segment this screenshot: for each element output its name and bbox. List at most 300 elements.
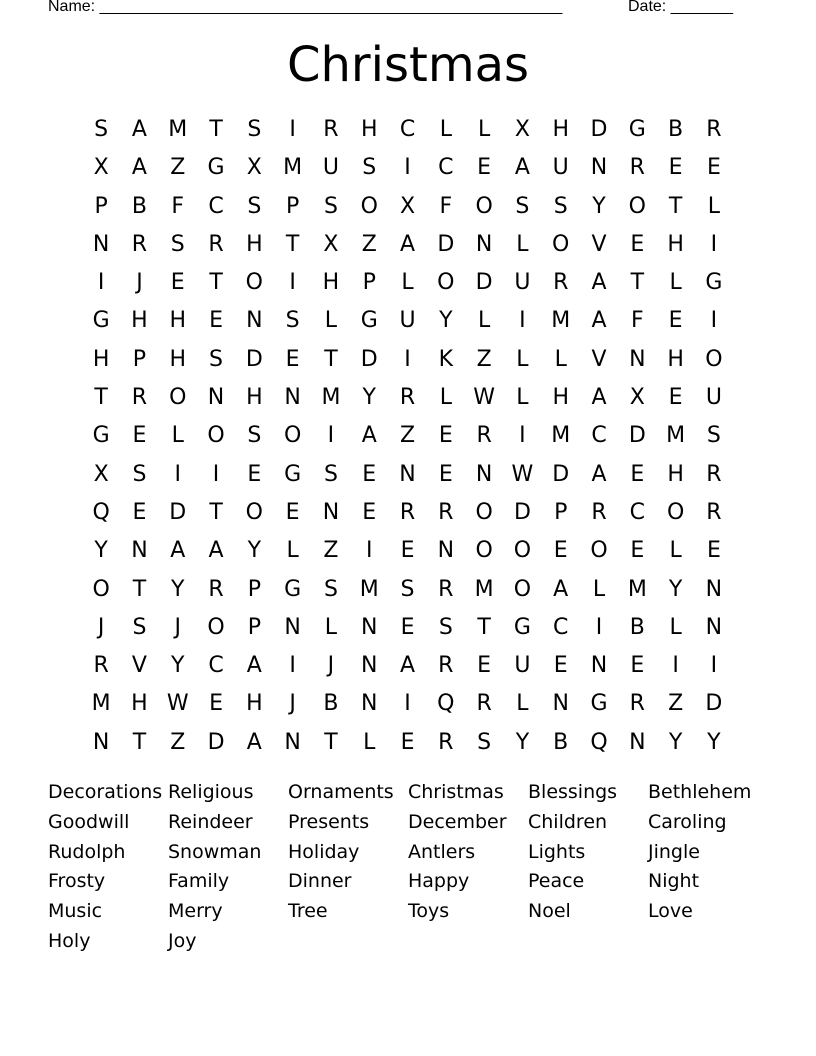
grid-letter: I xyxy=(404,691,411,717)
grid-letter: E xyxy=(553,653,568,679)
grid-letter: H xyxy=(246,691,263,717)
word-list-item: Music xyxy=(48,900,103,923)
grid-letter: O xyxy=(437,270,455,296)
grid-letter: P xyxy=(247,614,261,640)
grid-letter: O xyxy=(245,499,263,525)
grid-letter: Z xyxy=(399,423,416,449)
grid-letter: S xyxy=(247,423,262,449)
grid-letter: A xyxy=(246,653,262,679)
word-list-item: Decorations xyxy=(48,781,163,803)
grid-letter: E xyxy=(285,346,300,372)
grid-row xyxy=(82,609,733,647)
grid-letter: M xyxy=(168,117,188,142)
grid-row xyxy=(82,149,733,187)
grid-letter: R xyxy=(591,499,607,525)
grid-row xyxy=(82,724,733,762)
grid-letter: J xyxy=(174,614,181,640)
grid-letter: M xyxy=(666,423,686,449)
grid-letter: X xyxy=(399,193,416,219)
grid-letter: O xyxy=(207,614,225,640)
grid-letter: Y xyxy=(171,576,185,602)
grid-letter: S xyxy=(400,576,415,602)
grid-letter: R xyxy=(208,576,224,602)
grid-letter: S xyxy=(247,193,262,219)
grid-letter: O xyxy=(92,576,110,602)
grid-letter: C xyxy=(399,117,416,142)
grid-letter: S xyxy=(438,614,453,640)
grid-letter: L xyxy=(477,308,491,334)
grid-letter: Z xyxy=(668,691,684,717)
word-list-item: Holiday xyxy=(288,840,360,863)
grid-letter: Y xyxy=(439,308,453,334)
word-list-item: Presents xyxy=(288,810,370,833)
grid-letter: A xyxy=(591,270,607,296)
grid-letter: N xyxy=(590,155,608,181)
grid-letter: D xyxy=(207,729,225,755)
grid-letter: N xyxy=(322,499,340,525)
grid-letter: O xyxy=(475,538,493,564)
grid-letter: O xyxy=(590,538,608,564)
grid-letter: C xyxy=(438,155,454,181)
grid-letter: S xyxy=(515,193,530,219)
grid-letter: E xyxy=(438,423,453,449)
grid-letter: S xyxy=(94,117,109,142)
grid-letter: L xyxy=(707,193,721,219)
grid-letter: W xyxy=(166,691,189,717)
grid-letter: V xyxy=(131,653,147,679)
grid-letter: E xyxy=(362,499,377,525)
name-field-line: Name: ____________________________________________________ xyxy=(48,0,563,15)
grid-letter: Q xyxy=(590,729,608,755)
word-list-item: Tree xyxy=(288,900,328,923)
grid-letter: B xyxy=(323,691,339,717)
grid-letter: G xyxy=(590,691,608,717)
grid-letter: G xyxy=(284,576,302,602)
grid-letter: Z xyxy=(361,231,377,257)
grid-letter: R xyxy=(553,270,569,296)
grid-letter: C xyxy=(208,653,224,679)
date-field-line: Date: _______ xyxy=(628,0,733,15)
grid-letter: A xyxy=(553,576,569,602)
grid-letter: A xyxy=(131,117,147,142)
grid-letter: J xyxy=(289,691,296,717)
grid-letter: D xyxy=(705,691,723,717)
grid-letter: N xyxy=(131,538,148,564)
grid-letter: M xyxy=(627,576,647,602)
word-list-item: Family xyxy=(168,870,230,893)
grid-letter: E xyxy=(400,729,415,755)
grid-letter: I xyxy=(212,461,220,487)
word-list-item: Caroling xyxy=(648,810,727,833)
grid-letter: N xyxy=(92,729,110,755)
grid-letter: T xyxy=(94,385,108,411)
grid-letter: F xyxy=(171,193,185,219)
word-list-item: Noel xyxy=(528,900,571,923)
grid-letter: R xyxy=(131,231,148,257)
word-list xyxy=(48,778,768,957)
grid-letter: T xyxy=(132,729,147,755)
grid-row xyxy=(82,456,733,494)
grid-letter: G xyxy=(284,461,302,487)
grid-letter: S xyxy=(247,117,262,142)
grid-letter: K xyxy=(438,346,454,372)
grid-letter: I xyxy=(365,538,373,564)
grid-letter: U xyxy=(514,653,531,679)
grid-letter: R xyxy=(438,576,454,602)
grid-letter: G xyxy=(360,308,378,334)
grid-letter: T xyxy=(132,576,147,602)
grid-letter: E xyxy=(132,499,147,525)
grid-letter: E xyxy=(477,653,492,679)
grid-letter: X xyxy=(93,155,109,181)
grid-row xyxy=(82,226,733,264)
grid-letter: I xyxy=(327,423,335,449)
grid-letter: Y xyxy=(171,653,185,679)
grid-letter: O xyxy=(245,270,263,296)
grid-letter: U xyxy=(705,385,722,411)
word-list-item: Night xyxy=(648,870,700,893)
word-list-item: Christmas xyxy=(408,781,504,803)
grid-letter: H xyxy=(246,231,263,257)
grid-letter: E xyxy=(553,538,568,564)
word-list-item: Peace xyxy=(528,870,585,893)
letter-grid xyxy=(82,111,733,762)
grid-letter: X xyxy=(93,461,109,487)
grid-letter: H xyxy=(131,691,148,717)
grid-letter: Q xyxy=(437,691,455,717)
grid-letter: B xyxy=(553,729,569,755)
grid-letter: Y xyxy=(707,729,721,755)
grid-letter: N xyxy=(360,653,378,679)
grid-letter: E xyxy=(170,270,185,296)
grid-letter: O xyxy=(513,538,532,564)
grid-letter: O xyxy=(705,346,723,372)
grid-letter: E xyxy=(209,691,223,717)
grid-letter: S xyxy=(323,576,338,602)
grid-letter: M xyxy=(551,308,571,334)
grid-letter: N xyxy=(284,385,301,411)
grid-letter: M xyxy=(474,576,494,602)
grid-letter: N xyxy=(92,231,110,257)
grid-letter: H xyxy=(322,270,340,296)
grid-letter: N xyxy=(590,653,608,679)
grid-letter: T xyxy=(209,117,223,142)
grid-letter: N xyxy=(284,614,301,640)
grid-letter: R xyxy=(438,499,454,525)
grid-letter: L xyxy=(516,231,529,257)
grid-letter: D xyxy=(552,461,570,487)
grid-letter: R xyxy=(706,499,722,525)
grid-letter: O xyxy=(475,499,493,525)
grid-letter: L xyxy=(669,270,682,296)
grid-letter: P xyxy=(94,193,108,219)
grid-letter: F xyxy=(439,193,453,219)
grid-letter: S xyxy=(706,423,721,449)
grid-letter: D xyxy=(169,499,187,525)
grid-letter: S xyxy=(170,231,185,257)
grid-letter: N xyxy=(475,231,493,257)
word-list-item: Snowman xyxy=(168,840,262,863)
grid-letter: I xyxy=(404,155,411,181)
word-list-item: Goodwill xyxy=(48,810,130,833)
grid-letter: F xyxy=(630,308,644,334)
grid-letter: A xyxy=(591,385,607,411)
word-list-item: Blessings xyxy=(528,781,618,803)
grid-letter: H xyxy=(169,308,187,334)
grid-letter: J xyxy=(327,653,335,679)
grid-letter: L xyxy=(324,614,338,640)
grid-letter: I xyxy=(289,117,296,142)
grid-letter: N xyxy=(705,614,723,640)
puzzle-title: Christmas xyxy=(286,37,529,93)
grid-letter: L xyxy=(439,385,452,411)
grid-letter: N xyxy=(246,308,263,334)
grid-letter: L xyxy=(592,576,606,602)
grid-letter: G xyxy=(92,423,110,449)
grid-letter: Z xyxy=(476,346,492,372)
grid-letter: Y xyxy=(515,729,530,755)
grid-letter: X xyxy=(629,385,645,411)
grid-letter: A xyxy=(361,423,377,449)
grid-letter: E xyxy=(630,231,645,257)
grid-letter: E xyxy=(362,461,377,487)
grid-letter: D xyxy=(360,346,378,372)
grid-letter: I xyxy=(519,308,526,334)
grid-letter: C xyxy=(591,423,607,449)
grid-letter: D xyxy=(590,117,608,142)
grid-letter: U xyxy=(322,155,339,181)
grid-letter: N xyxy=(629,729,646,755)
word-list-item: Toys xyxy=(408,900,450,923)
word-list-item: Lights xyxy=(528,840,586,863)
grid-letter: N xyxy=(705,576,723,602)
grid-letter: T xyxy=(324,729,338,755)
grid-letter: O xyxy=(207,423,225,449)
grid-letter: E xyxy=(668,155,683,181)
grid-letter: H xyxy=(552,385,569,411)
grid-letter: T xyxy=(630,270,645,296)
grid-letter: X xyxy=(323,231,339,257)
grid-letter: L xyxy=(171,423,184,449)
grid-row xyxy=(82,264,733,302)
grid-letter: S xyxy=(553,193,568,219)
grid-letter: I xyxy=(289,653,296,679)
grid-letter: A xyxy=(591,461,607,487)
grid-letter: S xyxy=(132,461,147,487)
grid-letter: R xyxy=(399,385,416,411)
word-list-item: Bethlehem xyxy=(648,781,752,803)
grid-letter: S xyxy=(132,614,147,640)
grid-letter: E xyxy=(630,538,645,564)
grid-letter: N xyxy=(437,538,455,564)
grid-letter: R xyxy=(438,653,454,679)
grid-letter: R xyxy=(93,653,109,679)
grid-letter: R xyxy=(706,117,722,142)
grid-letter: U xyxy=(514,270,531,296)
grid-letter: I xyxy=(595,614,603,640)
grid-letter: R xyxy=(399,499,416,525)
grid-letter: L xyxy=(669,538,682,564)
grid-letter: H xyxy=(667,461,684,487)
grid-letter: W xyxy=(473,385,495,411)
grid-letter: O xyxy=(283,423,302,449)
grid-letter: L xyxy=(439,117,452,142)
grid-letter: P xyxy=(285,193,300,219)
grid-letter: P xyxy=(132,346,147,372)
grid-letter: H xyxy=(131,308,148,334)
grid-letter: M xyxy=(551,423,571,449)
word-list-item: Ornaments xyxy=(288,781,394,803)
word-list-item: Jingle xyxy=(648,840,700,863)
grid-letter: L xyxy=(363,729,376,755)
grid-letter: C xyxy=(629,499,645,525)
grid-letter: H xyxy=(246,385,263,411)
grid-letter: L xyxy=(554,346,567,372)
word-list-item: Happy xyxy=(408,870,470,893)
grid-row xyxy=(82,417,733,455)
grid-letter: I xyxy=(404,346,411,372)
grid-letter: T xyxy=(209,270,223,296)
grid-letter: S xyxy=(362,155,377,181)
grid-letter: O xyxy=(475,193,493,219)
grid-letter: W xyxy=(511,461,534,487)
grid-row xyxy=(82,532,733,570)
grid-letter: N xyxy=(399,461,416,487)
grid-letter: N xyxy=(360,691,378,717)
word-list-item: Children xyxy=(528,810,608,833)
grid-row xyxy=(82,685,733,723)
grid-letter: R xyxy=(476,691,492,717)
grid-letter: M xyxy=(321,385,341,411)
grid-letter: S xyxy=(209,346,224,372)
grid-letter: S xyxy=(323,461,338,487)
word-list-item: Dinner xyxy=(288,870,352,893)
grid-letter: A xyxy=(399,653,416,679)
grid-letter: Q xyxy=(92,499,110,525)
grid-letter: O xyxy=(628,193,646,219)
grid-letter: L xyxy=(516,346,529,372)
grid-letter: D xyxy=(437,231,455,257)
grid-letter: R xyxy=(323,117,339,142)
grid-letter: T xyxy=(209,499,223,525)
grid-row xyxy=(82,647,733,685)
grid-row xyxy=(82,494,733,532)
grid-letter: N xyxy=(629,346,646,372)
grid-letter: U xyxy=(552,155,569,181)
grid-letter: J xyxy=(97,614,105,640)
grid-letter: N xyxy=(552,691,569,717)
grid-letter: E xyxy=(630,461,645,487)
grid-letter: G xyxy=(628,117,646,142)
grid-letter: M xyxy=(283,155,303,181)
grid-letter: I xyxy=(710,653,718,679)
grid-letter: E xyxy=(668,308,683,334)
grid-letter: E xyxy=(285,499,300,525)
word-list-item: Rudolph xyxy=(48,840,126,863)
grid-row xyxy=(82,571,733,609)
grid-letter: O xyxy=(360,193,378,219)
grid-row xyxy=(82,341,733,379)
word-list-item: Joy xyxy=(168,929,197,952)
grid-letter: I xyxy=(97,270,105,296)
grid-letter: R xyxy=(208,231,224,257)
grid-letter: E xyxy=(630,653,645,679)
word-list-item: Frosty xyxy=(48,870,106,893)
grid-letter: E xyxy=(247,461,262,487)
grid-letter: Y xyxy=(94,538,108,564)
grid-letter: L xyxy=(477,117,491,142)
grid-letter: N xyxy=(207,385,225,411)
word-list-item: Holy xyxy=(48,929,91,952)
grid-letter: T xyxy=(285,231,300,257)
word-list-item: Antlers xyxy=(408,840,476,863)
grid-letter: I xyxy=(289,270,296,296)
word-list-item: Merry xyxy=(168,900,223,923)
grid-letter: Y xyxy=(668,729,683,755)
grid-letter: M xyxy=(359,576,379,602)
grid-letter: N xyxy=(284,729,301,755)
grid-letter: O xyxy=(552,231,570,257)
grid-letter: E xyxy=(132,423,147,449)
grid-letter: N xyxy=(360,614,378,640)
grid-letter: V xyxy=(591,346,607,372)
grid-letter: G xyxy=(513,614,531,640)
grid-letter: R xyxy=(438,729,454,755)
grid-letter: Y xyxy=(362,385,376,411)
grid-letter: E xyxy=(668,385,683,411)
grid-letter: A xyxy=(514,155,530,181)
grid-letter: X xyxy=(514,117,530,142)
grid-letter: A xyxy=(399,231,416,257)
grid-letter: S xyxy=(285,308,300,334)
grid-row xyxy=(82,379,733,417)
grid-letter: L xyxy=(324,308,338,334)
grid-letter: A xyxy=(131,155,147,181)
grid-letter: E xyxy=(706,155,721,181)
grid-letter: D xyxy=(475,270,493,296)
grid-letter: E xyxy=(706,538,721,564)
grid-letter: H xyxy=(360,117,378,142)
grid-letter: O xyxy=(513,576,532,602)
word-list-item: Religious xyxy=(168,781,254,803)
grid-letter: B xyxy=(131,193,147,219)
grid-letter: L xyxy=(516,385,529,411)
grid-letter: Y xyxy=(668,576,683,602)
grid-letter: R xyxy=(706,461,722,487)
grid-letter: Z xyxy=(170,155,186,181)
grid-letter: E xyxy=(477,155,492,181)
grid-letter: A xyxy=(170,538,186,564)
grid-letter: L xyxy=(516,691,529,717)
grid-letter: C xyxy=(553,614,569,640)
grid-letter: P xyxy=(247,576,261,602)
grid-letter: I xyxy=(710,231,718,257)
grid-letter: T xyxy=(668,193,683,219)
grid-letter: M xyxy=(91,691,111,717)
grid-letter: S xyxy=(323,193,338,219)
grid-letter: U xyxy=(399,308,416,334)
grid-letter: T xyxy=(324,346,338,372)
grid-letter: L xyxy=(669,614,682,640)
grid-letter: D xyxy=(513,499,531,525)
word-list-item: December xyxy=(408,810,507,833)
grid-letter: A xyxy=(591,308,607,334)
grid-letter: O xyxy=(666,499,685,525)
grid-letter: I xyxy=(672,653,679,679)
grid-letter: R xyxy=(131,385,148,411)
grid-letter: E xyxy=(209,308,223,334)
grid-letter: T xyxy=(477,614,491,640)
